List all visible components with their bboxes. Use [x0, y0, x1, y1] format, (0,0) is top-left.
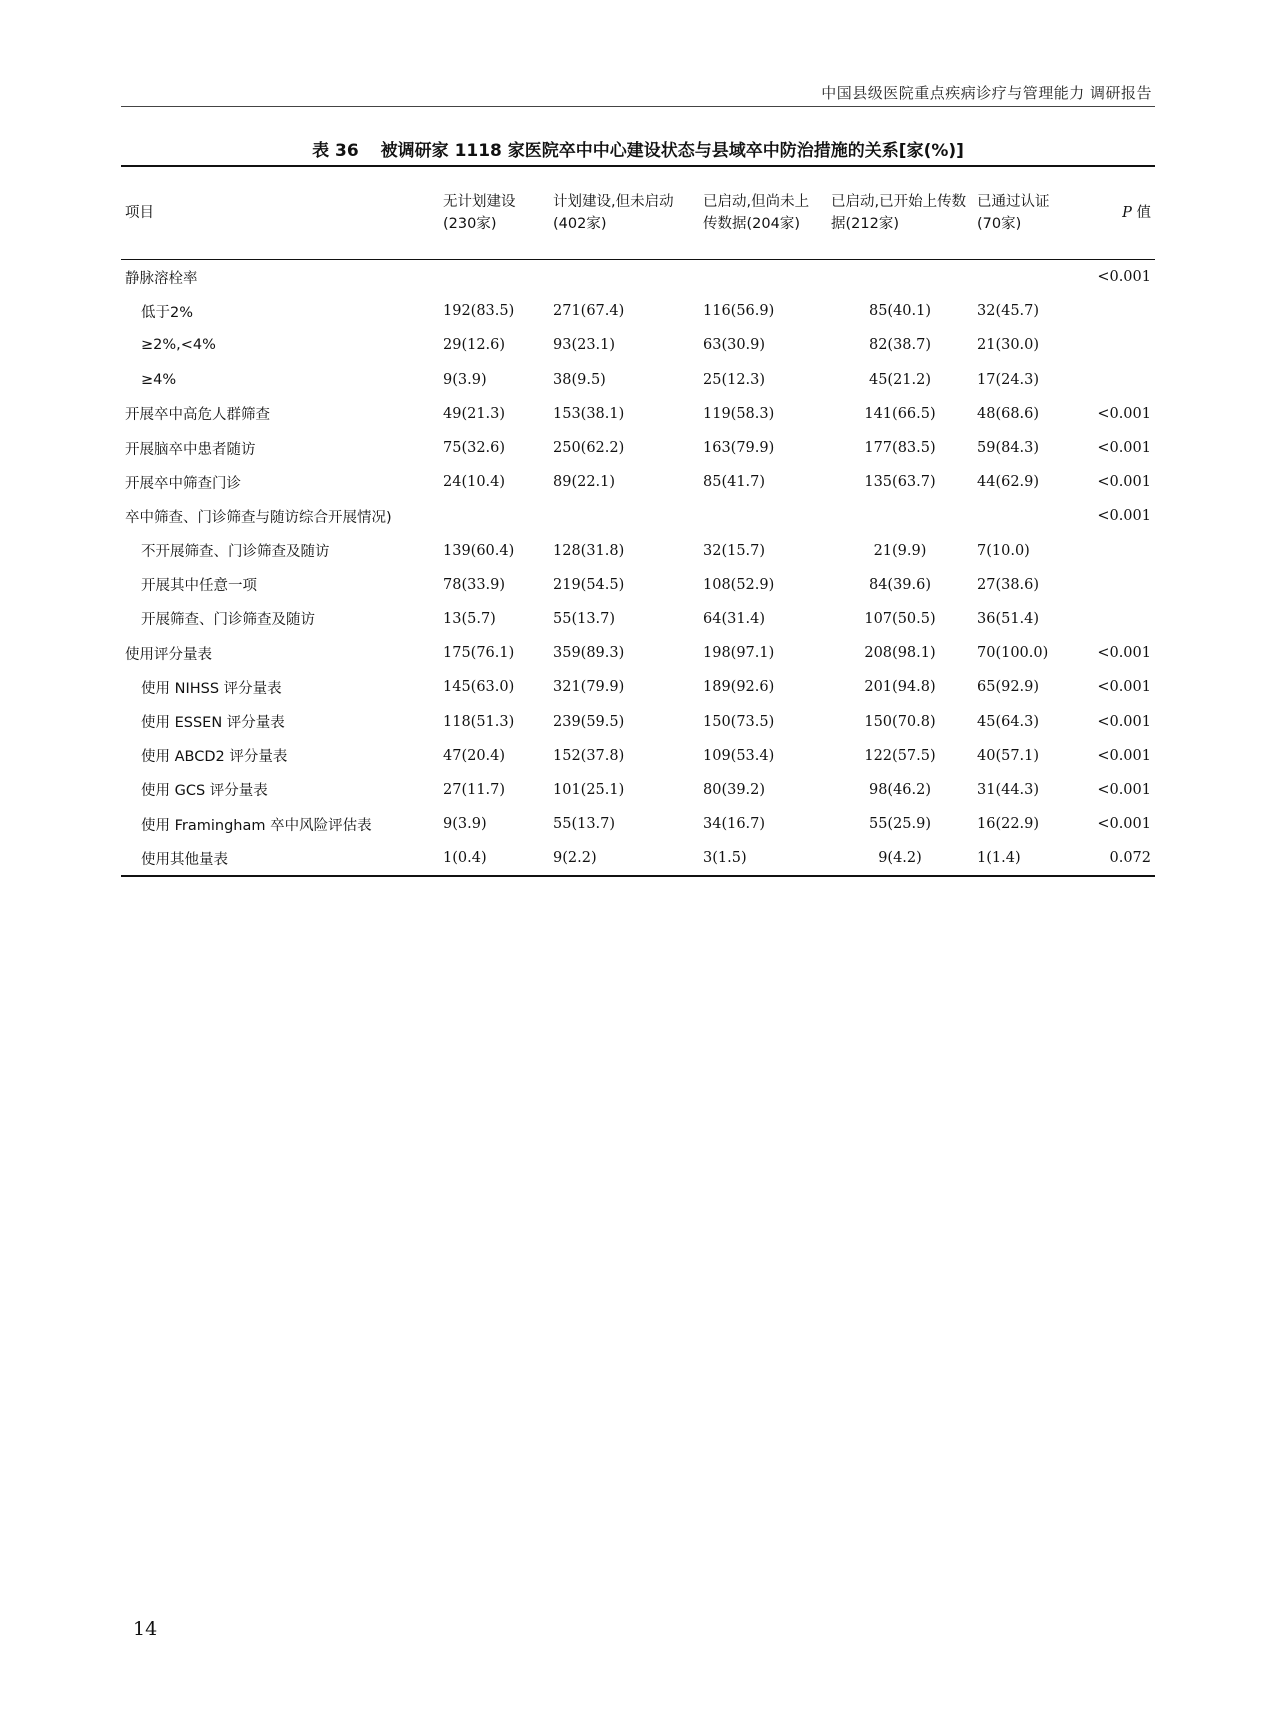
cell-c0: 9(3.9) — [443, 371, 487, 388]
cell-c4: 17(24.3) — [977, 371, 1040, 388]
table-row — [121, 807, 1155, 841]
cell-c4: 40(57.1) — [977, 747, 1040, 764]
cell-p-value — [1081, 534, 1155, 568]
cell-c3: 9(4.2) — [878, 850, 922, 867]
cell-c2: 198(97.1) — [703, 645, 775, 662]
table-row — [121, 499, 1155, 533]
header-p-value — [1081, 166, 1155, 260]
row-label: 静脉溶栓率 — [125, 270, 198, 287]
row-label: 低于2% — [141, 304, 194, 321]
cell-c0: 78(33.9) — [443, 576, 506, 593]
cell-c1: 55(13.7) — [553, 816, 616, 833]
cell-p-value: <0.001 — [1097, 474, 1151, 491]
cell-c0: 29(12.6) — [443, 337, 506, 354]
table-row — [121, 602, 1155, 636]
cell-c2: 108(52.9) — [703, 576, 775, 593]
table-row — [121, 465, 1155, 499]
cell-c1: 250(62.2) — [553, 440, 625, 457]
header-item: 项目 — [125, 205, 154, 221]
cell-c3: 107(50.5) — [864, 610, 936, 627]
table-row — [121, 260, 1155, 295]
cell-c1: 38(9.5) — [553, 371, 606, 388]
cell-c0: 139(60.4) — [443, 542, 515, 559]
table-row — [121, 773, 1155, 807]
cell-c1: 101(25.1) — [553, 781, 625, 798]
table-body — [121, 260, 1155, 877]
row-label: 使用 ESSEN 评分量表 — [141, 715, 285, 732]
cell-p-value — [1081, 363, 1155, 397]
cell-p-value: <0.001 — [1097, 269, 1151, 286]
cell-c3: 84(39.6) — [868, 576, 932, 593]
cell-c2: 109(53.4) — [703, 747, 775, 764]
header-rule — [121, 106, 1155, 107]
cell-c2: 34(16.7) — [703, 816, 766, 833]
table-row — [121, 670, 1155, 704]
header-started-no-upload: 已启动,但尚未上传数据(204家) — [703, 194, 810, 232]
cell-c2: 116(56.9) — [703, 303, 775, 320]
cell-c4: 16(22.9) — [977, 816, 1040, 833]
cell-p-value: <0.001 — [1097, 405, 1151, 422]
row-label: 开展筛查、门诊筛查及随访 — [141, 612, 315, 629]
cell-p-value: <0.001 — [1097, 440, 1151, 457]
cell-c1: 9(2.2) — [553, 850, 597, 867]
cell-c2: 119(58.3) — [703, 405, 775, 422]
cell-c3: 135(63.7) — [864, 474, 936, 491]
cell-c0: 75(32.6) — [443, 440, 506, 457]
cell-c0: 13(5.7) — [443, 610, 496, 627]
cell-c0: 49(21.3) — [443, 405, 506, 422]
row-label: 卒中筛查、门诊筛查与随访综合开展情况) — [125, 509, 392, 526]
header-p-letter: P — [1122, 205, 1132, 221]
cell-c3: 141(66.5) — [864, 405, 936, 422]
table-row — [121, 294, 1155, 328]
cell-c3 — [827, 499, 973, 533]
cell-c4: 48(68.6) — [977, 405, 1040, 422]
cell-c2: 189(92.6) — [703, 679, 775, 696]
cell-c0: 47(20.4) — [443, 747, 506, 764]
row-label: ≥2%,<4% — [141, 337, 216, 354]
cell-p-value: <0.001 — [1097, 781, 1151, 798]
table-row — [121, 397, 1155, 431]
page-number: 14 — [133, 1618, 158, 1640]
cell-c4: 70(100.0) — [977, 645, 1049, 662]
cell-p-value — [1081, 568, 1155, 602]
row-label: 不开展筛查、门诊筛查及随访 — [141, 544, 330, 561]
cell-c4: 36(51.4) — [977, 610, 1040, 627]
cell-c1: 239(59.5) — [553, 713, 625, 730]
cell-c1: 271(67.4) — [553, 303, 625, 320]
cell-c1: 128(31.8) — [553, 542, 625, 559]
cell-c2: 64(31.4) — [703, 610, 766, 627]
cell-c3: 98(46.2) — [868, 781, 932, 798]
row-label: 开展脑卒中患者随访 — [125, 441, 256, 458]
header-planned-not-started: 计划建设,但未启动(402家) — [553, 194, 674, 232]
cell-c4 — [973, 260, 1081, 295]
cell-c4: 65(92.9) — [977, 679, 1040, 696]
cell-c1: 89(22.1) — [553, 474, 616, 491]
table-label: 表 36 — [312, 141, 359, 161]
row-label: 使用 Framingham 卒中风险评估表 — [141, 817, 372, 834]
running-header: 中国县级医院重点疾病诊疗与管理能力 调研报告 — [821, 84, 1152, 102]
cell-c0: 192(83.5) — [443, 303, 515, 320]
cell-c0: 9(3.9) — [443, 816, 487, 833]
row-label: 使用其他量表 — [141, 851, 228, 868]
cell-c2: 163(79.9) — [703, 440, 775, 457]
cell-c2: 63(30.9) — [703, 337, 766, 354]
table-row — [121, 328, 1155, 362]
table-row — [121, 568, 1155, 602]
cell-c2: 80(39.2) — [703, 781, 766, 798]
row-label: 使用 GCS 评分量表 — [141, 783, 268, 800]
cell-c1: 219(54.5) — [553, 576, 625, 593]
cell-c3: 208(98.1) — [864, 645, 936, 662]
cell-c2: 150(73.5) — [703, 713, 775, 730]
cell-c1: 152(37.8) — [553, 747, 625, 764]
cell-c4: 44(62.9) — [977, 474, 1040, 491]
table-row — [121, 704, 1155, 738]
cell-c2: 3(1.5) — [703, 850, 747, 867]
cell-c0: 145(63.0) — [443, 679, 515, 696]
table-row — [121, 431, 1155, 465]
cell-c4: 59(84.3) — [977, 440, 1040, 457]
cell-c3: 55(25.9) — [868, 816, 932, 833]
header-no-plan: 无计划建设 (230家) — [443, 194, 516, 232]
cell-c3: 122(57.5) — [864, 747, 936, 764]
cell-c1: 153(38.1) — [553, 405, 625, 422]
row-label: 开展卒中高危人群筛查 — [125, 407, 270, 424]
table-row — [121, 636, 1155, 670]
cell-c0 — [439, 499, 549, 533]
cell-c1 — [549, 260, 699, 295]
table-row — [121, 534, 1155, 568]
row-label: 使用评分量表 — [125, 646, 212, 663]
cell-p-value: <0.001 — [1097, 713, 1151, 730]
cell-p-value — [1081, 294, 1155, 328]
cell-c2: 32(15.7) — [703, 542, 766, 559]
table-caption — [121, 136, 1155, 161]
cell-c3: 201(94.8) — [864, 679, 936, 696]
cell-c2 — [699, 260, 827, 295]
cell-c4: 21(30.0) — [977, 337, 1040, 354]
cell-c3: 21(9.9) — [873, 542, 927, 559]
row-label: 使用 ABCD2 评分量表 — [141, 749, 288, 766]
table-title: 被调研家 1118 家医院卒中中心建设状态与县域卒中防治措施的关系[家(%)] — [380, 141, 964, 161]
cell-c3: 150(70.8) — [864, 713, 936, 730]
cell-c4: 1(1.4) — [977, 850, 1021, 867]
cell-c3 — [827, 260, 973, 295]
cell-c4 — [973, 499, 1081, 533]
table-row — [121, 363, 1155, 397]
table-header-row — [121, 166, 1155, 260]
cell-c4: 7(10.0) — [977, 542, 1030, 559]
row-label: 开展其中任意一项 — [141, 578, 257, 595]
cell-p-value: 0.072 — [1109, 850, 1151, 867]
cell-c0: 1(0.4) — [443, 850, 487, 867]
row-label: ≥4% — [141, 371, 177, 388]
row-label: 开展卒中筛查门诊 — [125, 475, 241, 492]
cell-c1: 55(13.7) — [553, 610, 616, 627]
cell-c0: 175(76.1) — [443, 645, 515, 662]
header-certified: 已通过认证 (70家) — [977, 194, 1050, 232]
cell-c1: 93(23.1) — [553, 337, 616, 354]
row-label: 使用 NIHSS 评分量表 — [141, 680, 282, 697]
cell-p-value: <0.001 — [1097, 679, 1151, 696]
cell-c1: 359(89.3) — [553, 645, 625, 662]
cell-p-value — [1081, 328, 1155, 362]
cell-c0: 24(10.4) — [443, 474, 506, 491]
cell-c3: 45(21.2) — [868, 371, 932, 388]
cell-c3: 82(38.7) — [868, 337, 932, 354]
cell-c1 — [549, 499, 699, 533]
table-row — [121, 841, 1155, 876]
cell-c2 — [699, 499, 827, 533]
header-p-suffix: 值 — [1136, 205, 1151, 221]
cell-p-value: <0.001 — [1097, 816, 1151, 833]
cell-c1: 321(79.9) — [553, 679, 625, 696]
cell-c2: 25(12.3) — [703, 371, 766, 388]
cell-c4: 32(45.7) — [977, 303, 1040, 320]
header-started-uploading: 已启动,已开始上传数据(212家) — [831, 194, 967, 232]
cell-p-value — [1081, 602, 1155, 636]
cell-p-value: <0.001 — [1097, 747, 1151, 764]
table-row — [121, 739, 1155, 773]
data-table — [121, 165, 1155, 877]
cell-c0: 27(11.7) — [443, 781, 506, 798]
cell-p-value: <0.001 — [1097, 508, 1151, 525]
cell-c4: 45(64.3) — [977, 713, 1040, 730]
cell-c3: 177(83.5) — [864, 440, 936, 457]
cell-c4: 31(44.3) — [977, 781, 1040, 798]
cell-c2: 85(41.7) — [703, 474, 766, 491]
cell-c3: 85(40.1) — [868, 303, 932, 320]
cell-p-value: <0.001 — [1097, 645, 1151, 662]
cell-c4: 27(38.6) — [977, 576, 1040, 593]
cell-c0: 118(51.3) — [443, 713, 515, 730]
cell-c0 — [439, 260, 549, 295]
